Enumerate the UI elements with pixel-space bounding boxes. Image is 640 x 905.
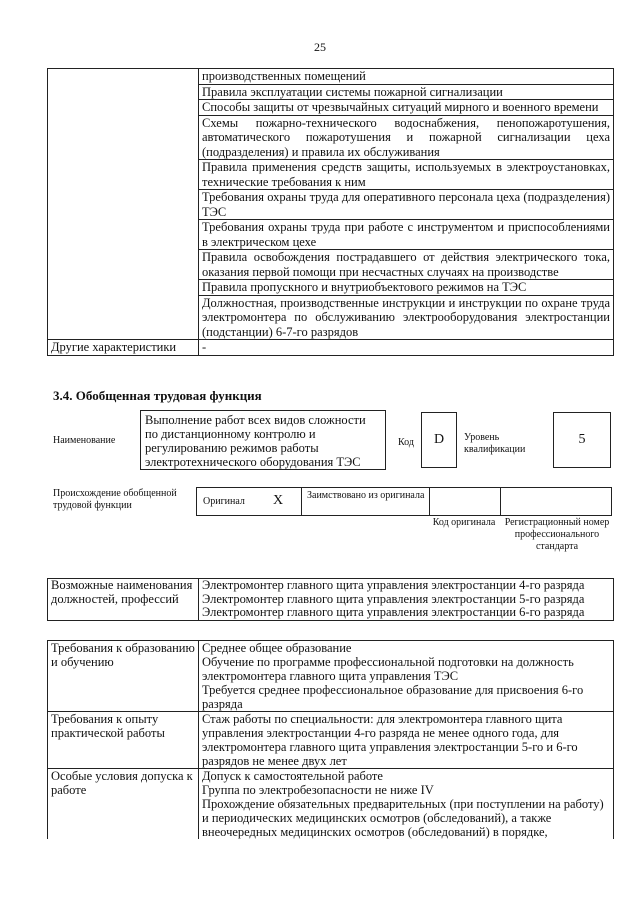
origin-grid [196,487,612,516]
qualification-level-label: Уровень квалификации [464,432,526,455]
qualification-level-box: 5 [553,412,611,468]
knowledge-item: Правила освобождения пострадавшего от действия электрического тока, оказания первой помощи при несчастных случаях на производстве [199,250,614,280]
admission-label: Особые условия допуска к работе [48,769,199,840]
positions-table [47,578,614,621]
knowledge-table [47,68,614,356]
knowledge-item: Требования охраны труда при работе с инструментом и приспособлениями в электрическом цехе [199,220,614,250]
position-item: Электромонтер главного щита управления электростанции 6-го разряда [202,605,585,620]
experience-values [199,712,614,769]
original-label: Оригинал [203,496,245,507]
education-values [199,641,614,712]
page-number: 25 [314,40,326,54]
divider [429,488,430,515]
function-name-box: Выполнение работ всех видов сложности по дистанционному контролю и регулированию режимов работы электротехнического оборудования ТЭС [140,410,386,470]
requirement-line: Допуск к самостоятельной работе [202,769,383,783]
education-label: Требования к образованию и обучению [48,641,199,712]
positions-values [199,579,614,621]
knowledge-item: Схемы пожарно-технического водоснабжения, пенопожаротушения, автоматического пожаротушения и пожарной сигнализации цеха (подразделения) и правила их обслуживания [199,115,614,160]
knowledge-item: Правила пропускного и внутриобъектового режимов на ТЭС [199,280,614,296]
position-item: Электромонтер главного щита управления электростанции 5-го разряда [202,591,585,606]
knowledge-item: Требования охраны труда для оперативного персонала цеха (подразделения) ТЭС [199,190,614,220]
other-characteristics-value: - [199,340,614,356]
other-characteristics-label: Другие характеристики [48,340,199,356]
name-label: Наименование [53,435,116,446]
origin-label: Происхождение обобщенной трудовой функции [53,488,177,511]
section-title: 3.4. Обобщенная трудовая функция [53,388,262,403]
knowledge-item: Правила эксплуатации системы пожарной сигнализации [199,84,614,100]
table-row [48,769,614,840]
registration-number-label: Регистрационный номер профессионального стандарта [504,517,610,552]
divider [301,488,302,515]
requirement-line: Стаж работы по специальности: для электромонтера главного щита управления электростанции 4-го разряда не менее одного года, для электромонтера главного щита управления электростанции 5-го и 6-го разрядов не менее двух лет [202,712,578,768]
requirements-table [47,640,614,839]
table-row [48,340,614,356]
table-row [48,69,614,85]
label-cell-empty [48,69,199,340]
code-label: Код [398,437,414,448]
requirement-line: Среднее общее образование [202,641,352,655]
requirement-line: Прохождение обязательных предварительных (при поступлении на работу) и периодических медицинских осмотров (обследований), а также внеочередных медицинских осмотров (обследований) в порядке, [202,797,604,839]
position-item: Электромонтер главного щита управления электростанции 4-го разряда [202,578,585,592]
code-box: D [421,412,457,468]
knowledge-item: Должностная, производственные инструкции и инструкции по охране труда электромонтера по обслуживанию электрооборудования электростанции (подстанции) 6-7-го разрядов [199,295,614,340]
requirement-line: Требуется среднее профессиональное образование для присвоения 6-го разряда [202,683,584,711]
positions-label: Возможные наименования должностей, профессий [48,579,199,621]
code-original-label: Код оригинала [432,517,496,528]
divider [500,488,501,515]
table-row [48,712,614,769]
requirement-line: Группа по электробезопасности не ниже IV [202,783,434,797]
original-mark: X [273,493,284,508]
table-row [48,579,614,621]
admission-values [199,769,614,840]
table-row [48,641,614,712]
experience-label: Требования к опыту практической работы [48,712,199,769]
knowledge-item: Правила применения средств защиты, используемых в электроустановках, технические требования к ним [199,160,614,190]
borrowed-label: Заимствовано из оригинала [307,490,425,501]
knowledge-item: производственных помещений [199,69,614,85]
requirement-line: Обучение по программе профессиональной подготовки на должность электромонтера главного щита управления ТЭС [202,655,574,683]
knowledge-item: Способы защиты от чрезвычайных ситуаций мирного и военного времени [199,100,614,116]
